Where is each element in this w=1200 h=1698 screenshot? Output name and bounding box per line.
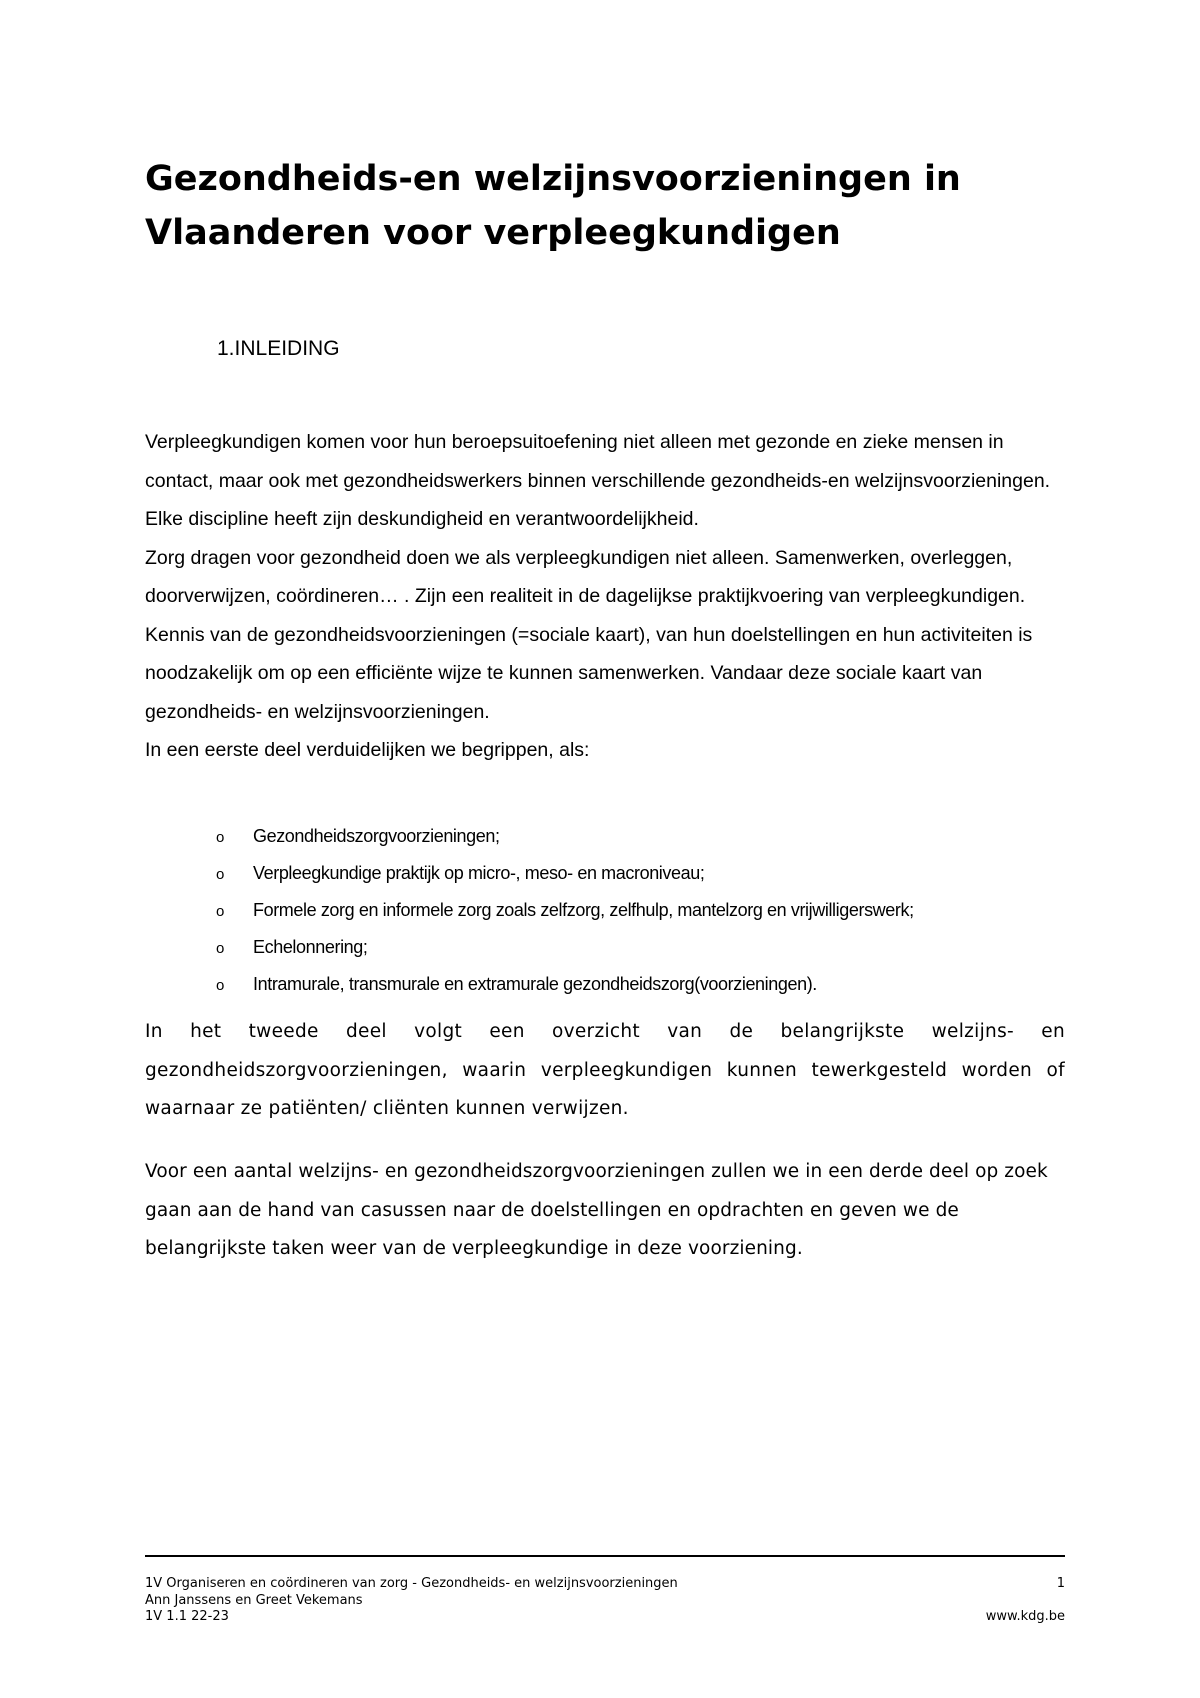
list-item-text: Intramurale, transmurale en extramurale gezondheidszorg(voorzieningen). — [253, 974, 817, 994]
page-footer — [145, 1576, 1065, 1626]
second-part-paragraph: In het tweede deel volgt een overzicht van de belangrijkste welzijns- en gezondheidszorgvoorzieningen, waarin verpleegkundigen kunnen tewerkgesteld worden of waarnaar ze patiënten/ cliënten kunnen verwijzen. — [145, 1021, 1065, 1119]
list-item-text: Echelonnering; — [253, 937, 368, 957]
footer-version: 1V 1.1 22-23 — [145, 1609, 229, 1624]
intro-paragraph: In een eerste deel verduidelijken we begrippen, als: — [145, 739, 590, 761]
footer-page-number: 1 — [1056, 1576, 1065, 1591]
document-title-line-2: Vlaanderen voor verpleegkundigen — [145, 213, 841, 253]
bullet-circle-icon: o — [216, 977, 224, 994]
list-item — [145, 818, 1065, 855]
footer-authors: Ann Janssens en Greet Vekemans — [145, 1592, 363, 1608]
intro-paragraph: Verpleegkundigen komen voor hun beroepsuitoefening niet alleen met gezonde en zieke mensen in contact, maar ook met gezondheidswerkers binnen verschillende gezondheids-en welzijnsvoorzieningen. Elke discipline heeft zijn deskundigheid en verantwoordelijkheid. — [145, 431, 1051, 530]
bullet-circle-icon: o — [216, 829, 224, 846]
list-item — [145, 929, 1065, 966]
list-item-text: Formele zorg en informele zorg zoals zelfzorg, zelfhulp, mantelzorg en vrijwilligerswerk; — [253, 900, 914, 920]
list-item — [145, 966, 1065, 1003]
concepts-list — [145, 818, 1065, 1003]
footer-course: 1V Organiseren en coördineren van zorg - Gezondheids- en welzijnsvoorzieningen — [145, 1576, 678, 1591]
footer-row — [145, 1576, 1065, 1593]
third-part-paragraph: Voor een aantal welzijns- en gezondheidszorgvoorzieningen zullen we in een derde deel op zoek gaan aan de hand van casussen naar de doelstellingen en opdrachten en geven we de belangrijkste taken weer van de verpleegkundige in deze voorziening. — [145, 1161, 1048, 1259]
footer-divider — [145, 1555, 1065, 1557]
list-item-text: Gezondheidszorgvoorzieningen; — [253, 826, 500, 846]
footer-row — [145, 1593, 1065, 1610]
footer-website: www.kdg.be — [985, 1609, 1065, 1624]
intro-paragraph: Kennis van de gezondheidsvoorzieningen (=sociale kaart), van hun doelstellingen en hun activiteiten is noodzakelijk om op een efficiënte wijze te kunnen samenwerken. Vandaar deze sociale kaart van gezondheids- en welzijnsvoorzieningen. — [145, 623, 1033, 723]
document-title-line-1: Gezondheids-en welzijnsvoorzieningen in — [145, 159, 961, 199]
bullet-circle-icon: o — [216, 866, 224, 883]
list-item-text: Verpleegkundige praktijk op micro-, meso- en macroniveau; — [253, 863, 705, 883]
list-item — [145, 892, 1065, 929]
intro-text — [145, 423, 1065, 770]
section-heading: 1.INLEIDING — [217, 337, 340, 360]
document-title — [145, 152, 1065, 260]
list-item — [145, 855, 1065, 892]
intro-paragraph: Zorg dragen voor gezondheid doen we als verpleegkundigen niet alleen. Samenwerken, overleggen, doorverwijzen, coördineren… . Zijn een realiteit in de dagelijkse praktijkvoering van verpleegkundigen. — [145, 546, 1026, 607]
bullet-circle-icon: o — [216, 940, 224, 957]
footer-row — [145, 1609, 1065, 1626]
bullet-circle-icon: o — [216, 903, 224, 920]
